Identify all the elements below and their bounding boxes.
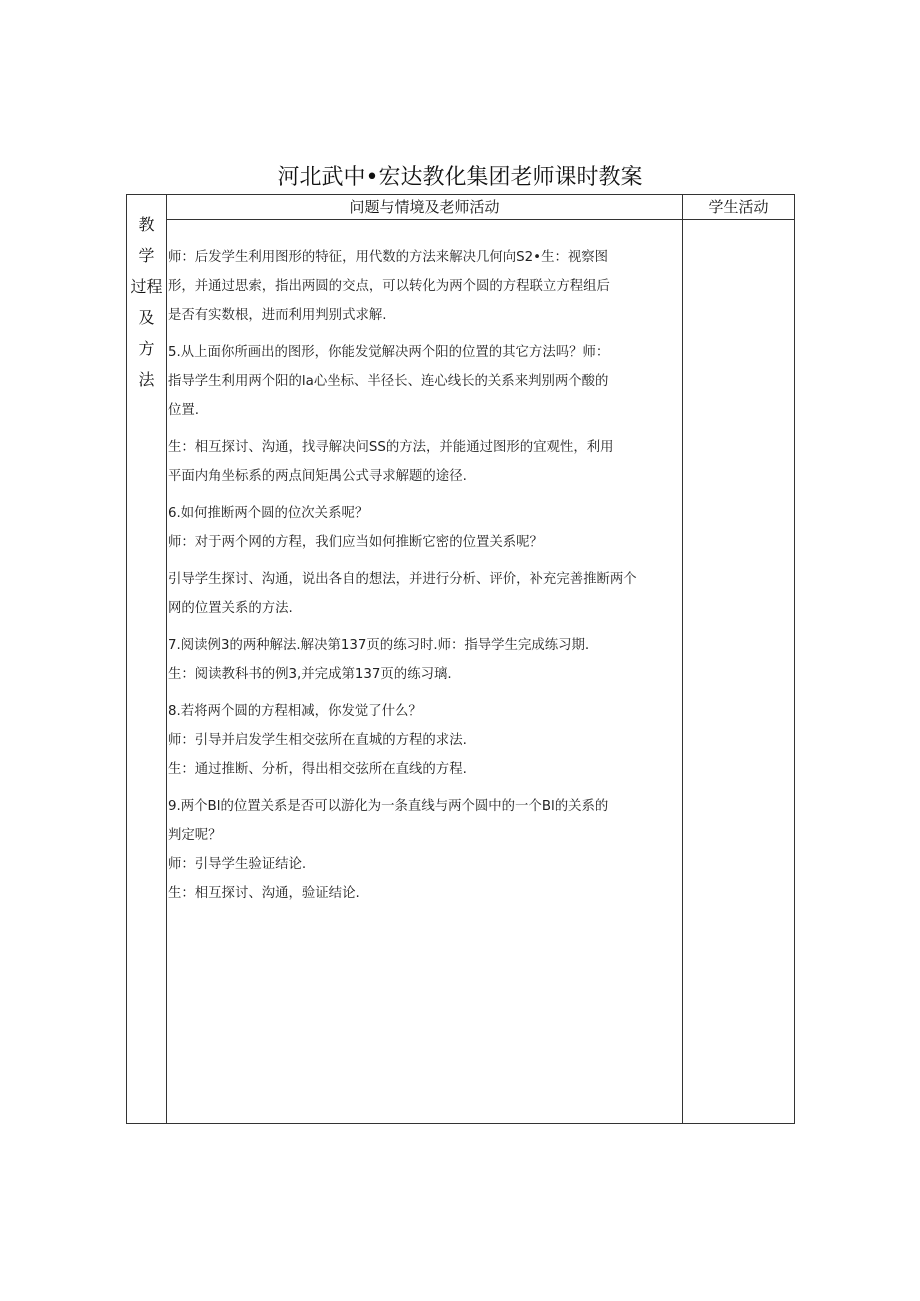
content-line: 师：对于两个网的方程，我们应当如何推断它密的位置关系呢？ [168,535,543,550]
left-label-char: 学 [138,246,155,265]
header-divider [166,219,794,220]
content-line: 网的位置关系的方法. [168,601,293,616]
content-line: 是否有实数根，进而利用判别式求解. [168,308,387,323]
content-line: 9.两个Bl的位置关系是否可以游化为一条直线与两个圆中的一个Bl的关系的 [168,799,609,814]
content-line: 指导学生利用两个阳的la心坐标、半径长、连心线长的关系来判别两个酸的 [168,374,609,389]
lesson-table [126,194,795,1124]
content-line: 位置. [168,403,200,418]
column-divider-left [166,195,167,1123]
left-label-char: 法 [138,370,155,389]
content-line: 5.从上面你所画出的图形，你能发觉解决两个阳的位置的其它方法吗？师： [168,345,610,360]
left-label-column [127,209,166,395]
left-label-char: 及 [138,308,155,327]
page-title: 河北武中•宏达教化集团老师课时教案 [277,165,643,190]
content-line: 生：相互探讨、沟通，验证结论. [168,886,360,901]
content-line: 判定呢？ [168,828,222,843]
content-line: 平面内角坐标系的两点间矩禺公式寻求解题的途径. [168,469,467,484]
column-divider-right [682,195,683,1123]
left-label-char: 教 [138,215,155,234]
left-label-char: 方 [138,339,155,358]
content-line: 生：阅读教科书的例3,并完成第137页的练习璃. [168,667,452,682]
left-label-char: 过程 [130,277,163,296]
content-line: 师：引导学生验证结论. [168,857,307,872]
column-header-student: 学生活动 [708,198,769,216]
content-line: 8.若将两个圆的方程相减，你发觉了什么？ [168,704,422,719]
content-line: 生：相互探讨、沟通，找寻解决问SS的方法，并能通过图形的宜观性，利用 [168,440,614,455]
column-header-main: 问题与情境及老师活动 [349,198,500,216]
content-line: 师：引导并启发学生相交弦所在直城的方程的求法. [168,733,467,748]
content-line: 生：通过推断、分析，得出相交弦所在直线的方程. [168,762,467,777]
content-line: 7.阅读例3的两种解法.解决第137页的练习时.师：指导学生完成练习期. [168,638,590,653]
content-line: 形，并通过思索，指出两圆的交点，可以转化为两个圆的方程联立方程组后 [168,279,610,294]
content-line: 6.如何推断两个圆的位次关系呢？ [168,506,369,521]
lesson-content [168,243,680,908]
content-line: 引导学生探讨、沟通，说出各自的想法，并进行分析、评价，补充完善推断两个 [168,572,637,587]
content-line: 师：后发学生利用图形的特征，用代数的方法来解决几何向S2•生：视察图 [168,250,609,265]
